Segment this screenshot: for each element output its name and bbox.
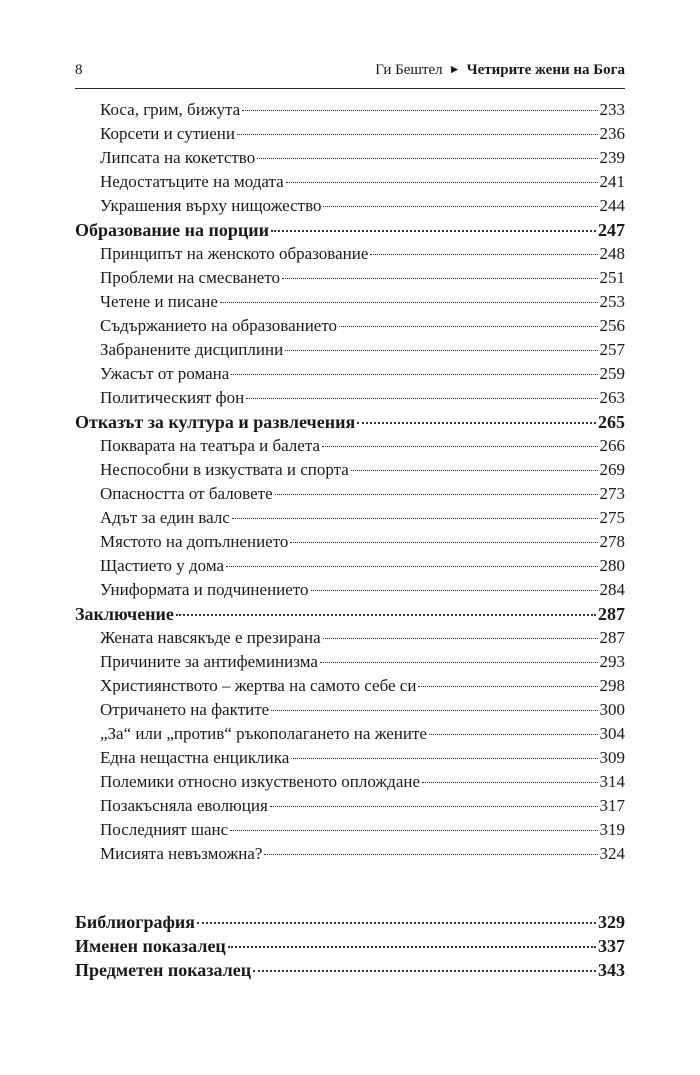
toc-dot-leader	[275, 494, 598, 495]
toc-page-number: 275	[599, 508, 625, 527]
toc-dot-leader	[322, 446, 597, 447]
toc-dot-leader	[246, 398, 597, 399]
toc-page-number: 284	[599, 580, 625, 599]
toc-entry-title: Библиография	[75, 912, 196, 932]
toc-entry-title: Покварата на театъра и балета	[100, 436, 321, 455]
toc-subsection-entry[interactable]	[75, 700, 625, 724]
toc-page-number: 317	[599, 796, 625, 815]
toc-page-number: 239	[599, 148, 625, 167]
book-title: Четирите жени на Бога	[466, 62, 625, 78]
toc-subsection-entry[interactable]	[75, 484, 625, 508]
header-rule	[75, 88, 625, 89]
toc-page-number: 319	[599, 820, 625, 839]
toc-entry-title: Опасността от баловете	[100, 484, 273, 503]
toc-subsection-entry[interactable]	[75, 844, 625, 868]
toc-subsection-entry[interactable]	[75, 508, 625, 532]
toc-page-number: 266	[599, 436, 625, 455]
toc-subsection-entry[interactable]	[75, 436, 625, 460]
toc-dot-leader	[226, 566, 597, 567]
toc-dot-leader	[418, 686, 597, 687]
toc-dot-leader	[429, 734, 598, 735]
toc-dot-leader	[285, 350, 597, 351]
toc-subsection-entry[interactable]	[75, 652, 625, 676]
toc-page-number: 280	[599, 556, 625, 575]
toc-entry-title: Липсата на кокетство	[100, 148, 256, 167]
toc-entry-title: Мисията невъзможна?	[100, 844, 263, 863]
toc-page-number: 287	[599, 628, 625, 647]
toc-page-number: 265	[598, 412, 625, 432]
toc-subsection-entry[interactable]	[75, 460, 625, 484]
toc-page-number: 244	[599, 196, 625, 215]
toc-dot-leader	[286, 182, 598, 183]
toc-page-number: 241	[599, 172, 625, 191]
toc-entry-title: Корсети и сутиени	[100, 124, 236, 143]
toc-dot-leader	[232, 518, 598, 519]
toc-page-number: 273	[599, 484, 625, 503]
toc-dot-leader	[290, 542, 597, 543]
toc-page-number: 263	[599, 388, 625, 407]
toc-entry-title: Една нещастна енциклика	[100, 748, 290, 767]
toc-entry-title: Отказът за култура и развлечения	[75, 412, 356, 432]
toc-subsection-entry[interactable]	[75, 124, 625, 148]
toc-subsection-entry[interactable]	[75, 100, 625, 124]
toc-subsection-entry[interactable]	[75, 268, 625, 292]
toc-section-entry[interactable]	[75, 604, 625, 628]
running-header	[75, 60, 625, 86]
toc-page-number: 343	[598, 960, 625, 980]
toc-dot-leader	[231, 374, 597, 375]
toc-entry-title: Коса, грим, бижута	[100, 100, 241, 119]
toc-dot-leader	[351, 470, 598, 471]
toc-dot-leader	[253, 970, 596, 972]
toc-entry-title: Жената навсякъде е презирана	[100, 628, 321, 647]
toc-subsection-entry[interactable]	[75, 772, 625, 796]
toc-page-number: 256	[599, 316, 625, 335]
toc-dot-leader	[311, 590, 598, 591]
toc-subsection-entry[interactable]	[75, 340, 625, 364]
toc-section-entry[interactable]	[75, 936, 625, 960]
toc-entry-title: „За“ или „против“ ръкополагането на жените	[100, 724, 427, 743]
toc-dot-leader	[291, 758, 597, 759]
toc-page-number: 257	[599, 340, 625, 359]
toc-subsection-entry[interactable]	[75, 580, 625, 604]
toc-dot-leader	[228, 946, 596, 948]
toc-entry-title: Съдържанието на образованието	[100, 316, 338, 335]
toc-page-number: 309	[599, 748, 625, 767]
toc-entry-title: Предметен показалец	[75, 960, 252, 980]
toc-subsection-entry[interactable]	[75, 244, 625, 268]
toc-entry-title: Християнството – жертва на самото себе си	[100, 676, 417, 695]
toc-entry-title: Заключение	[75, 604, 174, 624]
toc-entry-title: Отричането на фактите	[100, 700, 270, 719]
toc-subsection-entry[interactable]	[75, 748, 625, 772]
toc-page-number: 304	[599, 724, 625, 743]
toc-page-number: 236	[599, 124, 625, 143]
toc-subsection-entry[interactable]	[75, 532, 625, 556]
toc-dot-leader	[230, 830, 597, 831]
toc-page-number: 269	[599, 460, 625, 479]
toc-subsection-entry[interactable]	[75, 196, 625, 220]
toc-section-entry[interactable]	[75, 412, 625, 436]
toc-dot-leader	[323, 206, 597, 207]
toc-subsection-entry[interactable]	[75, 676, 625, 700]
toc-subsection-entry[interactable]	[75, 172, 625, 196]
toc-page-number: 293	[599, 652, 625, 671]
toc-dot-leader	[270, 806, 598, 807]
toc-section-entry[interactable]	[75, 220, 625, 244]
toc-entry-title: Образование на порции	[75, 220, 270, 240]
toc-page-number: 337	[598, 936, 625, 956]
toc-entry-title: Полемики относно изкуственото оплождане	[100, 772, 421, 791]
toc-dot-leader	[320, 662, 598, 663]
table-of-contents	[75, 100, 625, 984]
toc-entry-title: Ужасът от романа	[100, 364, 230, 383]
toc-entry-title: Неспособни в изкуствата и спорта	[100, 460, 349, 479]
toc-subsection-entry[interactable]	[75, 724, 625, 748]
toc-subsection-entry[interactable]	[75, 316, 625, 340]
toc-page-number: 287	[598, 604, 625, 624]
toc-dot-leader	[339, 326, 597, 327]
page-number: 8	[75, 62, 83, 78]
toc-subsection-entry[interactable]	[75, 364, 625, 388]
toc-page-number: 300	[599, 700, 625, 719]
toc-page-number: 278	[599, 532, 625, 551]
toc-entry-title: Политическият фон	[100, 388, 245, 407]
toc-subsection-entry[interactable]	[75, 628, 625, 652]
toc-dot-leader	[370, 254, 597, 255]
toc-page-number: 324	[599, 844, 625, 863]
toc-section-entry[interactable]	[75, 960, 625, 984]
toc-dot-leader	[237, 134, 597, 135]
toc-entry-title: Украшения върху нищожество	[100, 196, 322, 215]
arrow-icon: ►	[448, 62, 461, 76]
toc-entry-title: Адът за един валс	[100, 508, 230, 527]
toc-dot-leader	[271, 230, 596, 232]
toc-dot-leader	[176, 614, 596, 616]
toc-entry-title: Щастието у дома	[100, 556, 225, 575]
toc-page-number: 253	[599, 292, 625, 311]
toc-entry-title: Причините за антифеминизма	[100, 652, 318, 671]
toc-entry-title: Недостатъците на модата	[100, 172, 284, 191]
toc-subsection-entry[interactable]	[75, 148, 625, 172]
toc-page-number: 233	[599, 100, 625, 119]
toc-dot-leader	[271, 710, 597, 711]
author-name: Ги Бештел	[375, 62, 443, 78]
toc-dot-leader	[323, 638, 598, 639]
running-head	[375, 62, 625, 79]
toc-entry-title: Позакъсняла еволюция	[100, 796, 268, 815]
toc-page-number: 248	[599, 244, 625, 263]
toc-page-number: 259	[599, 364, 625, 383]
toc-gap	[75, 868, 625, 912]
toc-subsection-entry[interactable]	[75, 820, 625, 844]
toc-entry-title: Последният шанс	[100, 820, 229, 839]
toc-dot-leader	[257, 158, 597, 159]
toc-subsection-entry[interactable]	[75, 388, 625, 412]
toc-dot-leader	[220, 302, 598, 303]
toc-entry-title: Мястото на допълнението	[100, 532, 289, 551]
toc-page-number: 314	[599, 772, 625, 791]
toc-dot-leader	[264, 854, 597, 855]
toc-page-number: 329	[598, 912, 625, 932]
toc-entry-title: Именен показалец	[75, 936, 226, 956]
toc-subsection-entry[interactable]	[75, 796, 625, 820]
toc-dot-leader	[422, 782, 597, 783]
toc-dot-leader	[282, 278, 597, 279]
toc-entry-title: Принципът на женското образование	[100, 244, 369, 263]
toc-entry-title: Забранените дисциплини	[100, 340, 284, 359]
toc-page-number: 247	[598, 220, 625, 240]
toc-dot-leader	[242, 110, 597, 111]
toc-entry-title: Четене и писане	[100, 292, 218, 311]
toc-page-number: 298	[599, 676, 625, 695]
toc-entry-title: Проблеми на смесването	[100, 268, 281, 287]
toc-section-entry[interactable]	[75, 912, 625, 936]
toc-dot-leader	[357, 422, 596, 424]
toc-dot-leader	[197, 922, 596, 924]
toc-subsection-entry[interactable]	[75, 556, 625, 580]
toc-subsection-entry[interactable]	[75, 292, 625, 316]
toc-page-number: 251	[599, 268, 625, 287]
toc-entry-title: Униформата и подчинението	[100, 580, 309, 599]
